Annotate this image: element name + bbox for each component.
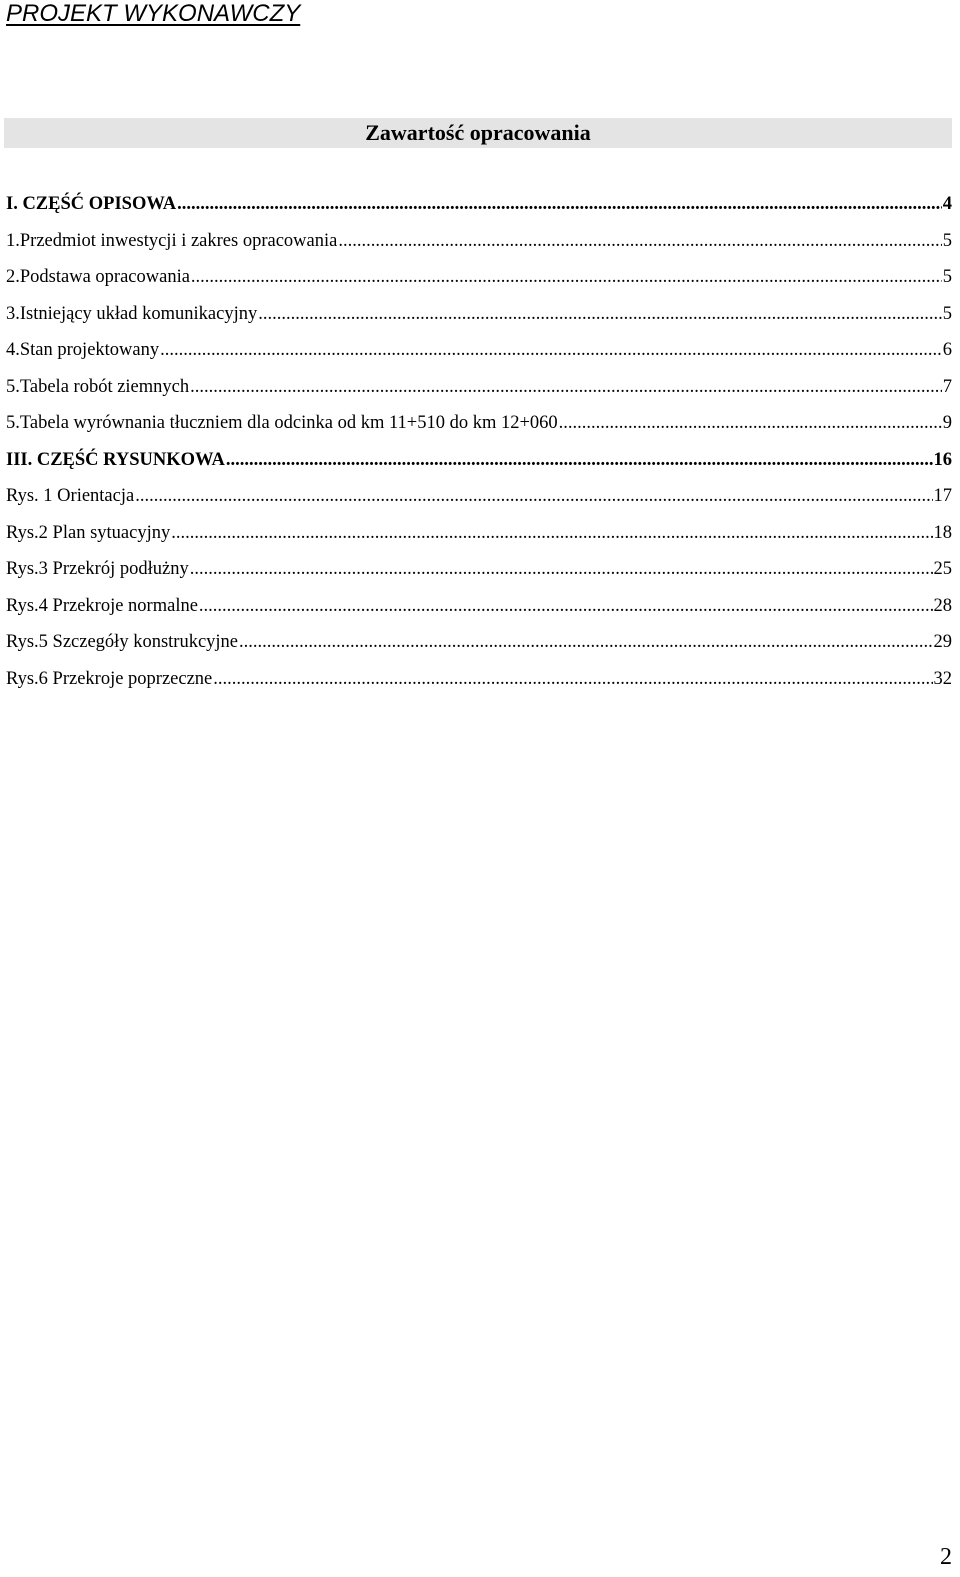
toc-dot-leader	[177, 191, 942, 217]
toc-entry[interactable]	[6, 629, 952, 666]
toc-entry[interactable]	[6, 191, 952, 228]
toc-entry[interactable]	[6, 410, 952, 447]
toc-dot-leader	[258, 301, 942, 327]
toc-entry[interactable]	[6, 228, 952, 265]
toc-entry-label: Rys.6 Przekroje poprzeczne	[6, 668, 213, 689]
toc-dot-leader	[338, 228, 941, 254]
toc-entry-page: 28	[933, 595, 952, 616]
toc-dot-leader	[213, 666, 932, 692]
toc-entry-page: 5	[942, 267, 952, 287]
toc-entry-page: 5	[942, 303, 952, 324]
toc-entry-label: Rys. 1 Orientacja	[6, 486, 135, 506]
toc-entry[interactable]	[6, 374, 952, 411]
toc-entry[interactable]	[6, 447, 952, 484]
toc-entry-label: 5.Tabela robót ziemnych	[6, 376, 190, 397]
table-of-contents	[6, 191, 952, 702]
toc-entry-label: Rys.4 Przekroje normalne	[6, 595, 198, 616]
toc-entry-page: 29	[933, 632, 952, 652]
toc-entry-label: I. CZĘŚĆ OPISOWA	[6, 194, 177, 214]
toc-entry-label: Rys.5 Szczegóły konstrukcyjne	[6, 632, 239, 652]
toc-dot-leader	[171, 520, 932, 546]
toc-dot-leader	[226, 447, 933, 473]
toc-entry[interactable]	[6, 556, 952, 593]
toc-dot-leader	[559, 410, 942, 436]
toc-dot-leader	[191, 264, 942, 290]
toc-heading: Zawartość opracowania	[365, 120, 591, 145]
toc-entry-label: Rys.2 Plan sytuacyjny	[6, 522, 171, 543]
toc-entry-page: 16	[933, 449, 952, 470]
toc-entry-page: 17	[933, 486, 952, 506]
toc-heading-banner	[4, 118, 952, 148]
toc-entry-page: 32	[933, 668, 952, 689]
toc-dot-leader	[135, 483, 932, 509]
toc-entry-label: 3.Istniejący układ komunikacyjny	[6, 303, 258, 324]
toc-entry[interactable]	[6, 337, 952, 374]
toc-entry-page: 5	[942, 230, 952, 251]
toc-entry[interactable]	[6, 301, 952, 338]
toc-entry[interactable]	[6, 520, 952, 557]
toc-dot-leader	[199, 593, 933, 619]
toc-entry-page: 6	[942, 340, 952, 360]
toc-dot-leader	[239, 629, 932, 655]
toc-entry[interactable]	[6, 666, 952, 703]
toc-entry-label: 4.Stan projektowany	[6, 340, 160, 360]
toc-entry-page: 7	[942, 376, 952, 397]
toc-entry-label: III. CZĘŚĆ RYSUNKOWA	[6, 449, 225, 470]
toc-entry-label: 2.Podstawa opracowania	[6, 267, 190, 287]
toc-entry-page: 18	[933, 522, 952, 543]
toc-entry-label: 5.Tabela wyrównania tłuczniem dla odcinka od km 11+510 do km 12+060	[6, 413, 558, 433]
toc-entry[interactable]	[6, 483, 952, 520]
toc-dot-leader	[190, 556, 933, 582]
toc-entry-page: 25	[933, 559, 952, 579]
page-number: 2	[940, 1544, 952, 1570]
toc-dot-leader	[190, 374, 942, 400]
toc-entry-label: Rys.3 Przekrój podłużny	[6, 559, 189, 579]
document-header-title: PROJEKT WYKONAWCZY	[6, 0, 301, 27]
toc-entry[interactable]	[6, 593, 952, 630]
toc-entry-page: 4	[942, 194, 952, 214]
toc-entry-label: 1.Przedmiot inwestycji i zakres opracowania	[6, 230, 338, 251]
toc-dot-leader	[160, 337, 942, 363]
toc-entry-page: 9	[942, 413, 952, 433]
toc-entry[interactable]	[6, 264, 952, 301]
